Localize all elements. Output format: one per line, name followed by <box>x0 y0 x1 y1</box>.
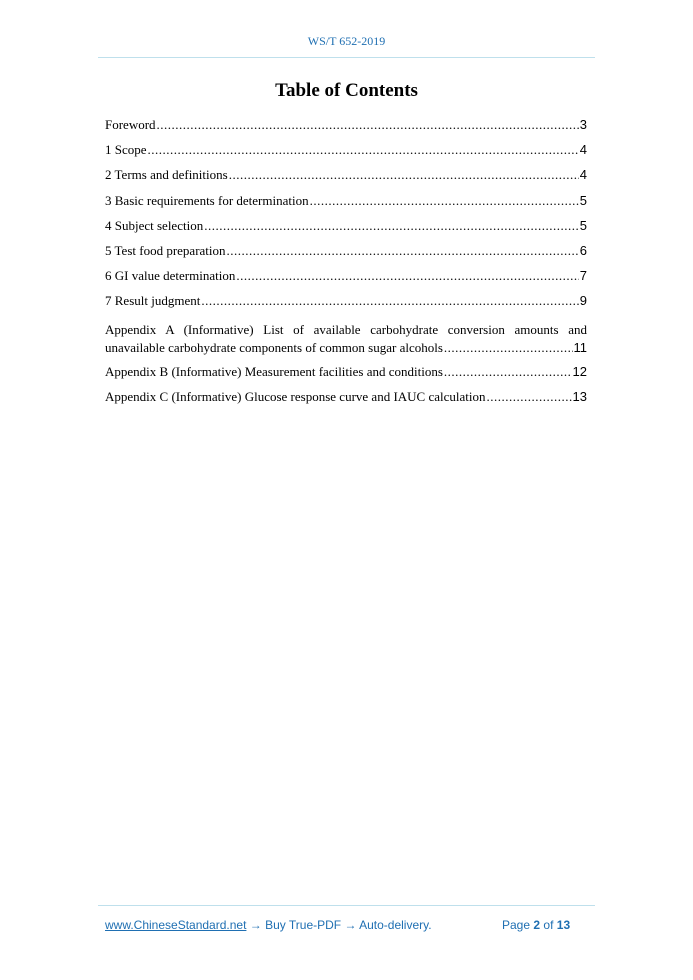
toc-entry-result-judgment[interactable] <box>105 293 587 318</box>
toc-entry-page: 4 <box>579 142 587 158</box>
toc-entry-label: unavailable carbohydrate components of common sugar alcohols <box>105 339 443 355</box>
dot-leader <box>204 218 579 234</box>
page-word: Page <box>502 918 531 932</box>
of-word: of <box>543 918 554 932</box>
dot-leader <box>444 364 572 380</box>
dot-leader <box>227 243 579 259</box>
toc-entry-page: 11 <box>573 339 587 355</box>
toc-entry-page: 9 <box>579 293 587 309</box>
toc-entry-appendix-a[interactable] <box>105 320 587 362</box>
toc-entry-label: 6 GI value determination <box>105 268 236 284</box>
toc-entry-label: 7 Result judgment <box>105 293 201 309</box>
toc-entry-page: 6 <box>579 242 587 258</box>
total-pages: 13 <box>556 918 571 932</box>
dot-leader <box>444 340 573 356</box>
footer-promo <box>105 918 432 932</box>
toc-entry-appendix-b[interactable] <box>105 364 587 389</box>
dot-leader <box>148 142 579 158</box>
table-of-contents <box>105 117 587 414</box>
toc-entry-test-food[interactable] <box>105 243 587 268</box>
toc-entry-label: 3 Basic requirements for determination <box>105 192 309 208</box>
toc-entry-page: 12 <box>572 363 587 379</box>
toc-entry-scope[interactable] <box>105 142 587 167</box>
running-header: WS/T 652-2019 <box>307 34 386 48</box>
header-divider <box>98 57 595 58</box>
current-page: 2 <box>533 918 541 932</box>
toc-entry-label: 5 Test food preparation <box>105 242 226 258</box>
toc-entry-label: Appendix A (Informative) List of available carbohydrate conversion amounts and <box>105 321 587 337</box>
toc-entry-label: Appendix B (Informative) Measurement facilities and conditions <box>105 363 443 379</box>
footer-divider <box>98 905 595 906</box>
page-indicator <box>502 918 570 932</box>
toc-entry-page: 5 <box>579 217 587 233</box>
dot-leader <box>236 268 578 284</box>
toc-entry-label: 4 Subject selection <box>105 217 204 233</box>
dot-leader <box>229 167 579 183</box>
toc-entry-label: Appendix C (Informative) Glucose response curve and IAUC calculation <box>105 388 486 404</box>
toc-entry-gi-value[interactable] <box>105 268 587 293</box>
toc-entry-page: 13 <box>572 388 587 404</box>
toc-entry-appendix-c[interactable] <box>105 389 587 414</box>
toc-entry-foreword[interactable] <box>105 117 587 142</box>
toc-entry-subject-selection[interactable] <box>105 218 587 243</box>
toc-entry-label: 2 Terms and definitions <box>105 167 228 183</box>
site-link[interactable]: www.ChineseStandard.net <box>105 918 247 932</box>
toc-entry-page: 4 <box>579 167 587 183</box>
dot-leader <box>157 117 579 133</box>
promo-text: → Buy True-PDF → Auto-delivery. <box>246 918 432 932</box>
dot-leader <box>201 293 578 309</box>
page-title: Table of Contents <box>275 80 418 101</box>
toc-entry-label: Foreword <box>105 117 156 132</box>
toc-entry-page: 7 <box>579 268 587 284</box>
toc-entry-terms[interactable] <box>105 167 587 192</box>
toc-entry-page: 5 <box>579 192 587 208</box>
toc-entry-label: 1 Scope <box>105 142 147 158</box>
toc-entry-basic-requirements[interactable] <box>105 193 587 218</box>
toc-entry-page: 3 <box>579 117 587 132</box>
dot-leader <box>310 193 579 209</box>
dot-leader <box>487 389 572 405</box>
